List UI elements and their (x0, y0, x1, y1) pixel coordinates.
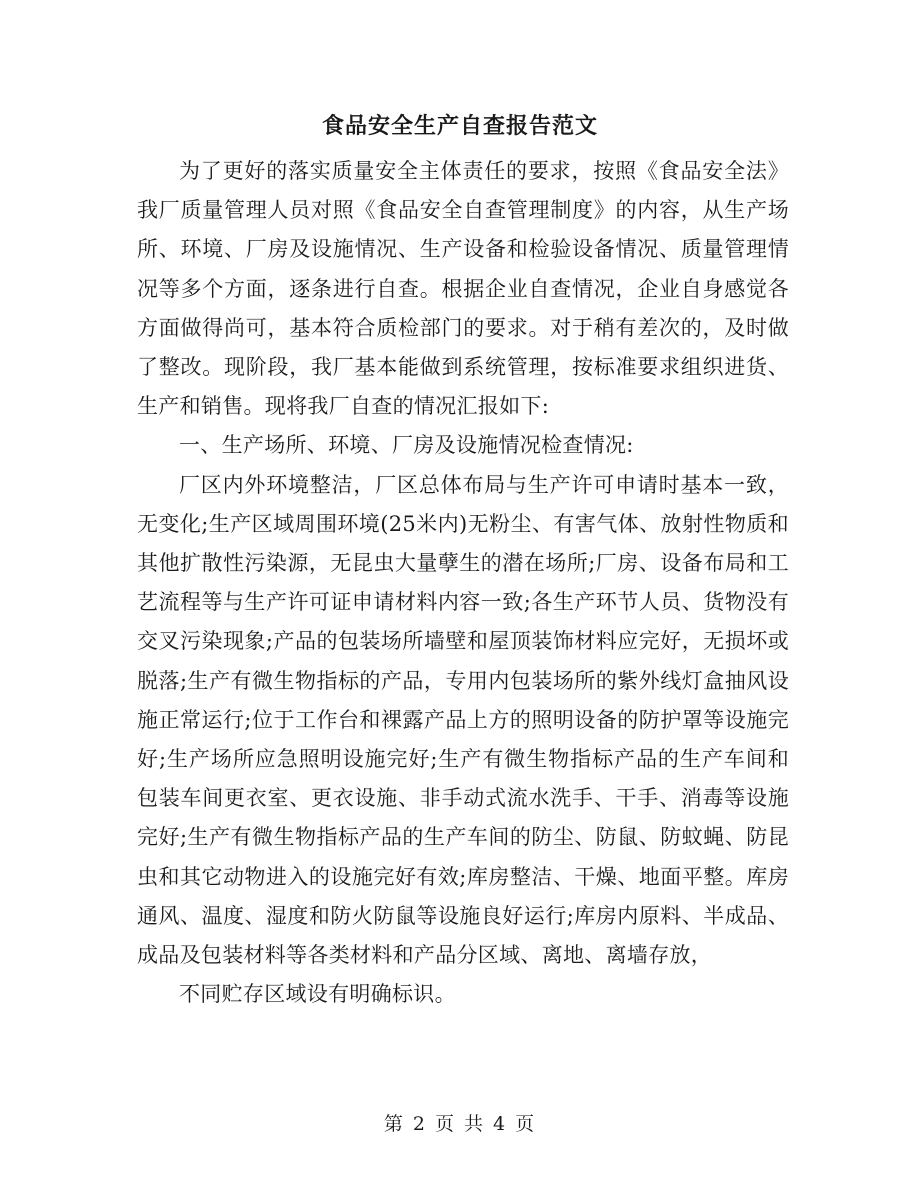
intro-paragraph: 为了更好的落实质量安全主体责任的要求，按照《食品安全法》我厂质量管理人员对照《食品安全自查管理制度》的内容，从生产场所、环境、厂房及设施情况、生产设备和检验设备情况、质量管理情况等多个方面，逐条进行自查。根据企业自查情况，企业自身感觉各方面做得尚可，基本符合质检部门的要求。对于稍有差次的，及时做了整改。现阶段，我厂基本能做到系统管理，按标准要求组织进货、生产和销售。现将我厂自查的情况汇报如下: (137, 159, 789, 419)
inspection-paragraph: 厂区内外环境整洁，厂区总体布局与生产许可申请时基本一致，无变化;生产区域周围环境(25米内)无粉尘、有害气体、放射性物质和其他扩散性污染源，无昆虫大量孽生的潜在场所;厂房、设备布局和工艺流程等与生产许可证申请材料内容一致;各生产环节人员、货物没有交叉污染现象;产品的包装场所墙壁和屋顶装饰材料应完好，无损坏或脱落;生产有微生物指标的产品，专用内包装场所的紫外线灯盒抽风设施正常运行;位于工作台和裸露产品上方的照明设备的防护罩等设施完好;生产场所应急照明设施完好;生产有微生物指标产品的生产车间和包装车间更衣室、更衣设施、非手动式流水洗手、干手、消毒等设施完好;生产有微生物指标产品的生产车间的防尘、防鼠、防蚊蝇、防昆虫和其它动物进入的设施完好有效;库房整洁、干燥、地面平整。库房通风、温度、湿度和防火防鼠等设施良好运行;库房内原料、半成品、成品及包装材料等各类材料和产品分区域、离地、离墙存放， (137, 472, 789, 968)
section-heading: 一、生产场所、环境、厂房及设施情况检查情况: (179, 433, 634, 458)
document-title: 食品安全生产自查报告范文 (321, 113, 598, 139)
document-body (137, 152, 789, 1014)
storage-paragraph: 不同贮存区域设有明确标识。 (179, 982, 456, 1007)
page-footer: 第 2 页 共 4 页 (383, 1113, 537, 1135)
